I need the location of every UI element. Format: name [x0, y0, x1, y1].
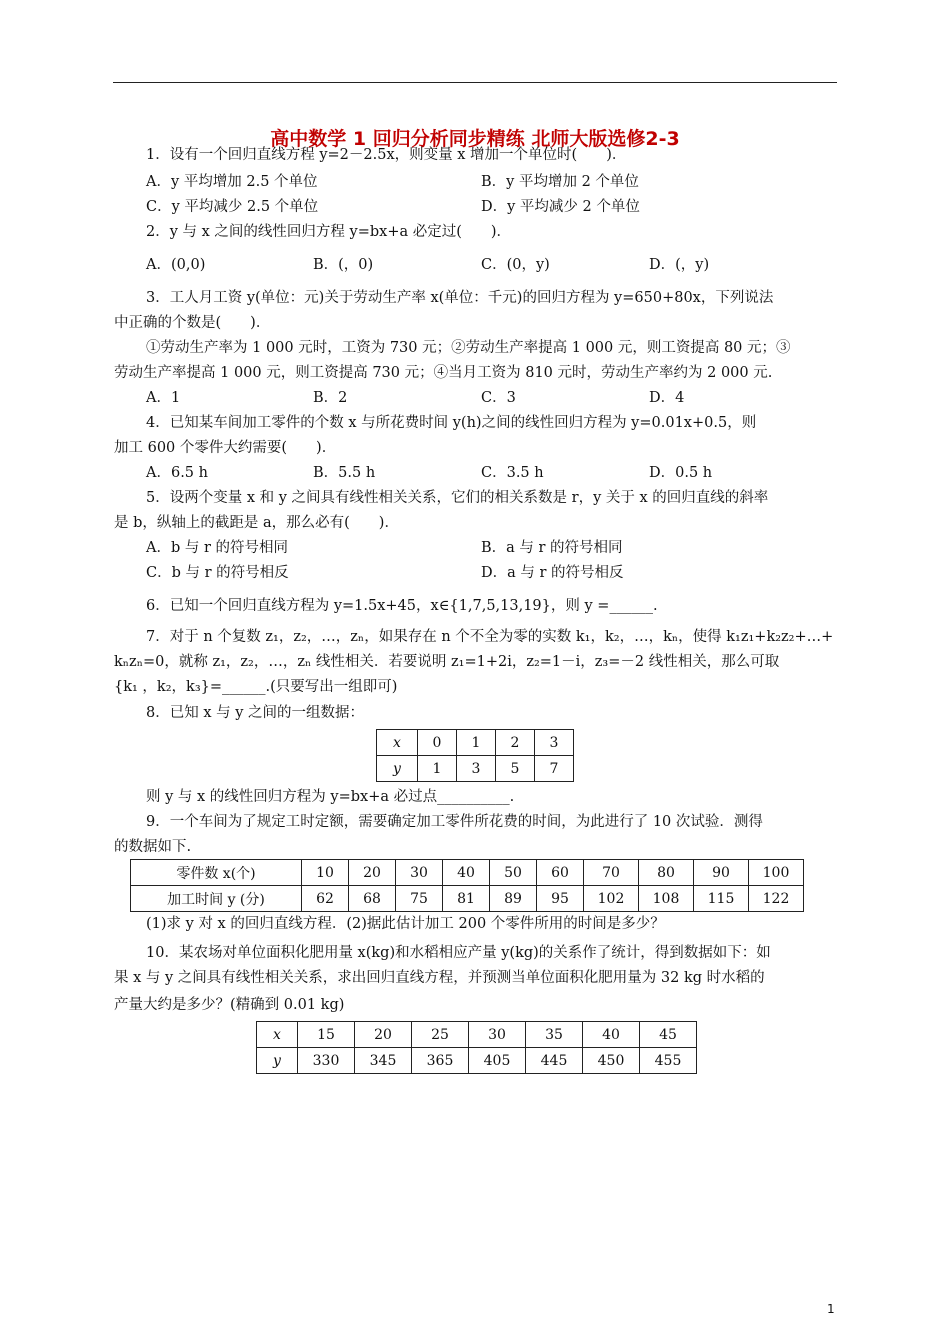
q8-data-table	[376, 729, 574, 782]
q9-line-2: 的数据如下.	[114, 839, 192, 855]
table-cell: 15	[298, 1022, 355, 1048]
q5-option-c: C．b 与 r 的符号相反	[146, 565, 289, 581]
q3-line-2: 中正确的个数是( )．	[114, 315, 271, 331]
q4-option-c: C．3.5 h	[481, 465, 544, 481]
q4-option-a: A．6.5 h	[146, 465, 208, 481]
q4-line-1: 4．已知某车间加工零件的个数 x 与所花费时间 y(h)之间的线性回归方程为 y=0.01x+0.5，则	[146, 415, 757, 431]
q3-line-3: ①劳动生产率为 1 000 元时，工资为 730 元；②劳动生产率提高 1 000 元，则工资提高 80 元；③	[146, 340, 791, 356]
q9-data-table	[130, 859, 804, 912]
q10-line-2: 果 x 与 y 之间具有线性相关关系，求出回归直线方程，并预测当单位面积化肥用量为 32 kg 时水稻的	[114, 970, 765, 986]
table-header-x: 零件数 x(个)	[131, 860, 302, 886]
q1-option-c: C．y 平均减少 2.5 个单位	[146, 199, 319, 215]
table-cell: 365	[412, 1048, 469, 1074]
table-cell: 0	[418, 730, 457, 756]
q9-line-1: 9．一个车间为了规定工时定额，需要确定加工零件所花费的时间，为此进行了 10 次试验．测得	[146, 814, 763, 830]
table-cell: 89	[490, 886, 537, 912]
q5-line-1: 5．设两个变量 x 和 y 之间具有线性相关关系，它们的相关系数是 r，y 关于 x 的回归直线的斜率	[146, 490, 769, 506]
q2-option-d: D．(，y)	[649, 257, 710, 273]
q3-option-d: D．4	[649, 390, 685, 406]
table-cell: 45	[640, 1022, 697, 1048]
q3-line-1: 3．工人月工资 y(单位：元)关于劳动生产率 x(单位：千元)的回归方程为 y=650+80x，下列说法	[146, 290, 774, 306]
table-cell: 90	[694, 860, 749, 886]
q5-option-d: D．a 与 r 的符号相反	[481, 565, 624, 581]
q4-line-2: 加工 600 个零件大约需要( )．	[114, 440, 337, 456]
table-header-y: y	[377, 756, 418, 782]
q1-stem: 1．设有一个回归直线方程 y=2－2.5x，则变量 x 增加一个单位时( )．	[146, 147, 627, 163]
table-cell: 115	[694, 886, 749, 912]
page-title: 高中数学 1 回归分析同步精练 北师大版选修2-3	[270, 128, 680, 150]
table-cell: 445	[526, 1048, 583, 1074]
table-cell: 455	[640, 1048, 697, 1074]
q2-stem: 2．y 与 x 之间的线性回归方程 y=bx+a 必定过( )．	[146, 224, 512, 240]
q5-option-b: B．a 与 r 的符号相同	[481, 540, 623, 556]
table-cell: 20	[355, 1022, 412, 1048]
table-header-y: 加工时间 y (分)	[131, 886, 302, 912]
q10-data-table	[256, 1021, 697, 1074]
table-cell: 3	[535, 730, 574, 756]
q2-option-c: C．(0，y)	[481, 257, 550, 273]
q5-option-a: A．b 与 r 的符号相同	[146, 540, 289, 556]
table-row	[377, 756, 574, 782]
q3-option-b: B．2	[313, 390, 348, 406]
table-cell: 30	[396, 860, 443, 886]
q7-line-3: {k₁ ，k₂，k₃}=______.(只要写出一组即可)	[114, 679, 398, 695]
table-cell: 102	[584, 886, 639, 912]
table-cell: 25	[412, 1022, 469, 1048]
table-cell: 330	[298, 1048, 355, 1074]
table-cell: 3	[457, 756, 496, 782]
table-header-x: x	[257, 1022, 298, 1048]
q1-option-b: B．y 平均增加 2 个单位	[481, 174, 639, 190]
table-cell: 108	[639, 886, 694, 912]
table-cell: 68	[349, 886, 396, 912]
table-row	[131, 886, 804, 912]
q5-line-2: 是 b，纵轴上的截距是 a，那么必有( )．	[114, 515, 399, 531]
q9-line-3: (1)求 y 对 x 的回归直线方程．(2)据此估计加工 200 个零件所用的时间是多少？	[146, 916, 665, 932]
table-row	[377, 730, 574, 756]
header-rule	[113, 82, 837, 83]
table-cell: 60	[537, 860, 584, 886]
table-cell: 2	[496, 730, 535, 756]
table-cell: 10	[302, 860, 349, 886]
q1-option-d: D．y 平均减少 2 个单位	[481, 199, 640, 215]
table-cell: 5	[496, 756, 535, 782]
table-header-x: x	[377, 730, 418, 756]
table-cell: 405	[469, 1048, 526, 1074]
table-row	[257, 1022, 697, 1048]
table-cell: 81	[443, 886, 490, 912]
q8-line-1: 8．已知 x 与 y 之间的一组数据：	[146, 705, 365, 721]
table-cell: 345	[355, 1048, 412, 1074]
q2-option-a: A．(0,0)	[146, 257, 206, 273]
table-cell: 450	[583, 1048, 640, 1074]
table-cell: 35	[526, 1022, 583, 1048]
q8-line-2: 则 y 与 x 的线性回归方程为 y=bx+a 必过点__________.	[146, 789, 515, 805]
table-cell: 80	[639, 860, 694, 886]
table-cell: 100	[749, 860, 804, 886]
q10-line-3: 产量大约是多少？(精确到 0.01 kg)	[114, 997, 345, 1013]
table-cell: 70	[584, 860, 639, 886]
table-cell: 20	[349, 860, 396, 886]
q7-line-2: kₙzₙ=0，就称 z₁，z₂，…，zₙ 线性相关．若要说明 z₁=1+2i，z₂=1－i，z₃=－2 线性相关，那么可取	[114, 654, 780, 670]
q2-option-b: B．(，0)	[313, 257, 374, 273]
table-cell: 40	[583, 1022, 640, 1048]
table-cell: 1	[418, 756, 457, 782]
page-number: 1	[827, 1302, 835, 1316]
table-cell: 30	[469, 1022, 526, 1048]
table-cell: 75	[396, 886, 443, 912]
q3-option-a: A．1	[146, 390, 181, 406]
q7-line-1: 7．对于 n 个复数 z₁，z₂，…，zₙ，如果存在 n 个不全为零的实数 k₁，k₂，…，kₙ，使得 k₁z₁+k₂z₂+…+	[146, 629, 834, 645]
table-cell: 7	[535, 756, 574, 782]
q3-line-4: 劳动生产率提高 1 000 元，则工资提高 730 元；④当月工资为 810 元时，劳动生产率约为 2 000 元.	[114, 365, 773, 381]
table-row	[131, 860, 804, 886]
table-cell: 50	[490, 860, 537, 886]
q1-option-a: A．y 平均增加 2.5 个单位	[146, 174, 318, 190]
table-cell: 62	[302, 886, 349, 912]
table-row	[257, 1048, 697, 1074]
table-cell: 40	[443, 860, 490, 886]
table-cell: 1	[457, 730, 496, 756]
q3-option-c: C．3	[481, 390, 516, 406]
q4-option-d: D．0.5 h	[649, 465, 713, 481]
q6-line-1: 6．已知一个回归直线方程为 y=1.5x+45，x∈{1,7,5,13,19}，则 y =______.	[146, 598, 658, 614]
table-header-y: y	[257, 1048, 298, 1074]
table-cell: 95	[537, 886, 584, 912]
table-cell: 122	[749, 886, 804, 912]
q4-option-b: B．5.5 h	[313, 465, 376, 481]
q10-line-1: 10．某农场对单位面积化肥用量 x(kg)和水稻相应产量 y(kg)的关系作了统计，得到数据如下：如	[146, 945, 771, 961]
